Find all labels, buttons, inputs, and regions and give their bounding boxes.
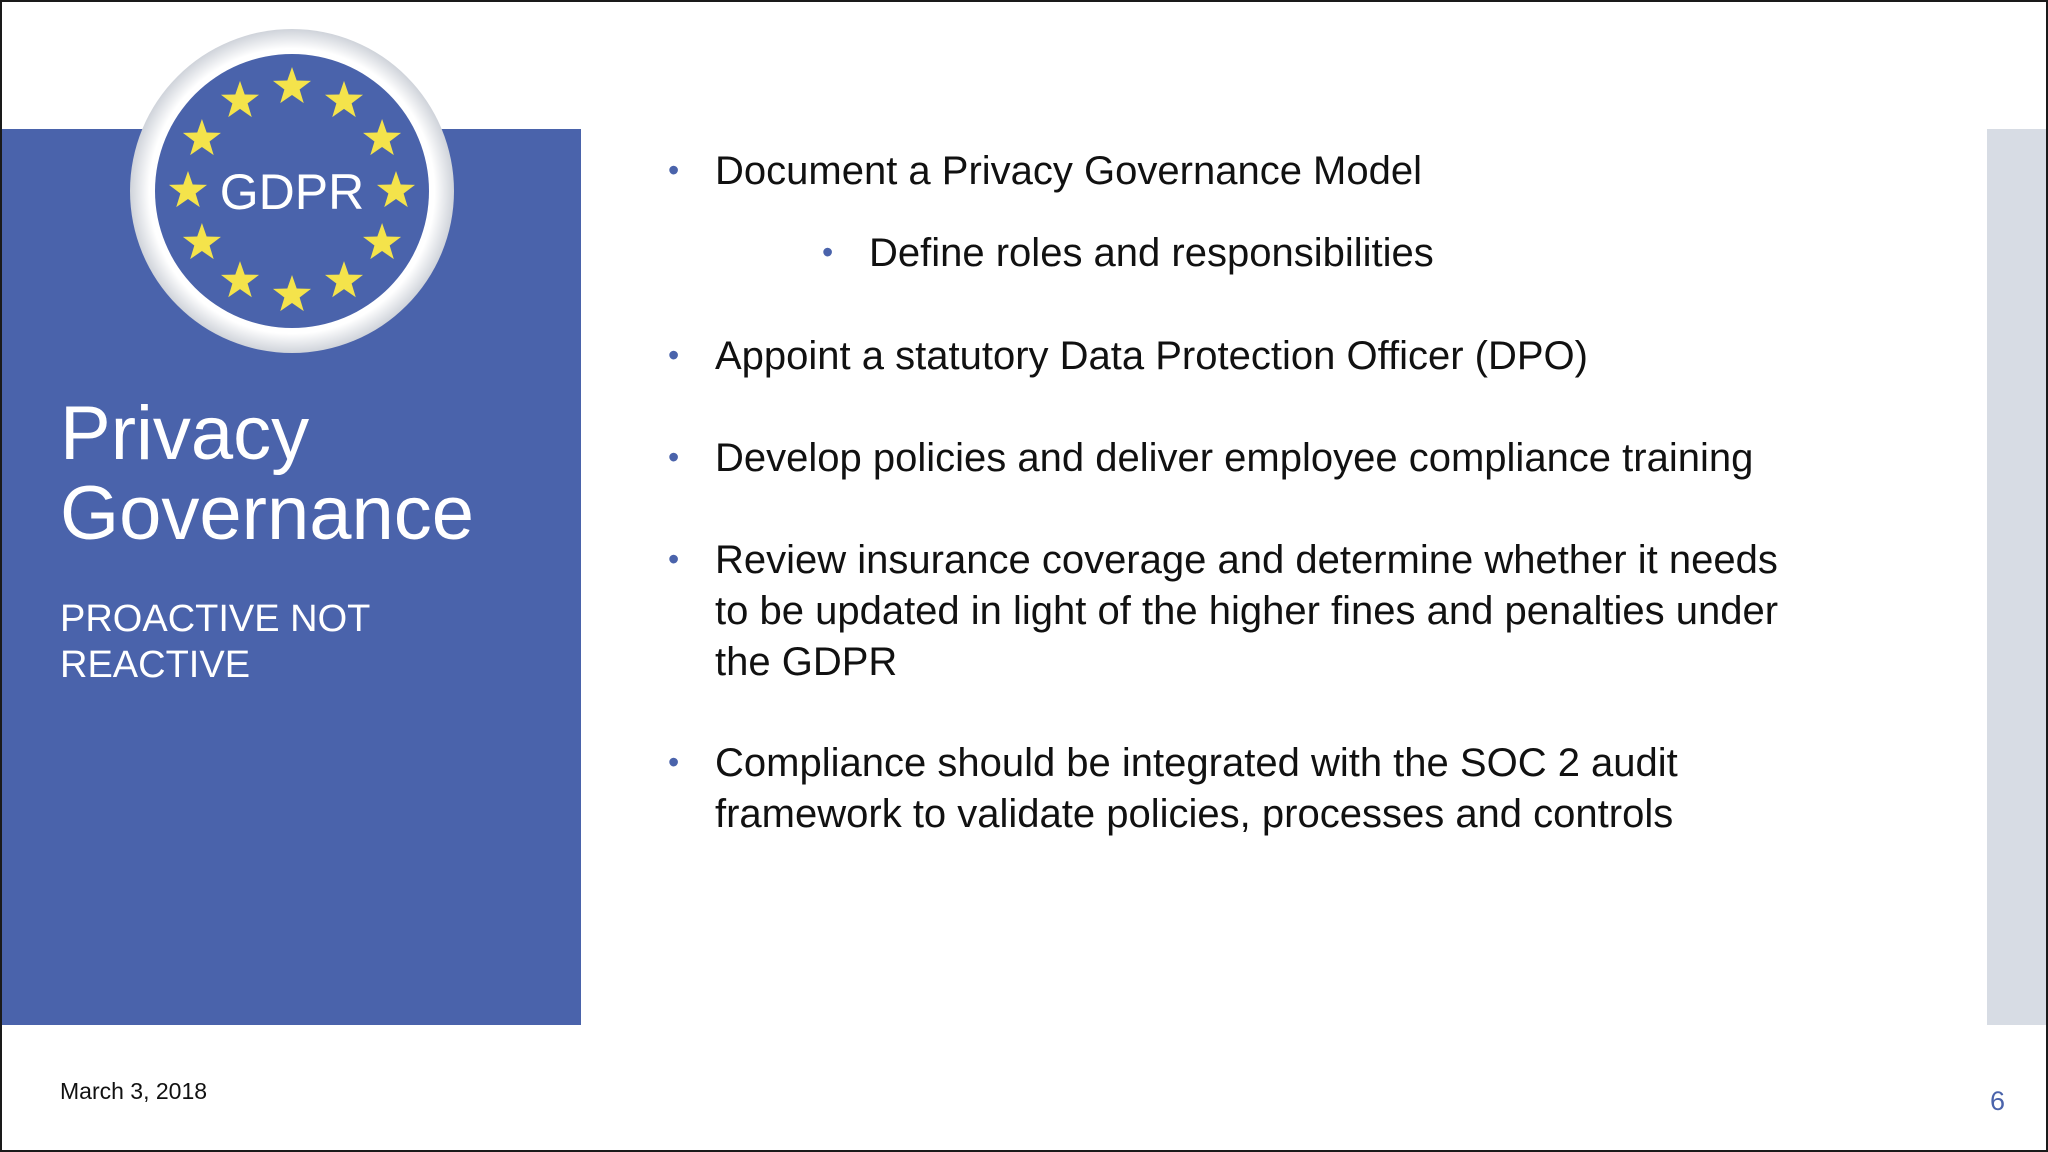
- slide-subtitle-line-2: REACTIVE: [60, 644, 251, 686]
- bullet-text-line: Compliance should be integrated with the SOC 2 audit: [715, 741, 1678, 785]
- page-number: 6: [1990, 1086, 2006, 1116]
- slide-title-line-2: Governance: [60, 471, 475, 556]
- bullet-item: [668, 433, 1754, 484]
- bullet-text-line: Review insurance coverage and determine whether it needs: [715, 538, 1778, 582]
- bullet-dot-icon: •: [668, 152, 680, 188]
- sub-bullet-item: [822, 228, 1434, 279]
- bullet-text-line: Appoint a statutory Data Protection Officer (DPO): [715, 334, 1588, 378]
- bullet-text-line: Document a Privacy Governance Model: [715, 149, 1422, 193]
- bullet-dot-icon: •: [668, 439, 680, 475]
- slide-subtitle-line-1: PROACTIVE NOT: [60, 598, 371, 640]
- slide-title-line-1: Privacy: [60, 391, 310, 476]
- bullet-text-line: the GDPR: [715, 640, 898, 684]
- bullet-dot-icon: •: [822, 234, 834, 270]
- bullet-text-line: to be updated in light of the higher fines and penalties under: [715, 589, 1779, 633]
- bullet-dot-icon: •: [668, 337, 680, 373]
- bullet-text-line: framework to validate policies, processes and controls: [715, 792, 1674, 836]
- bullet-item: [668, 738, 1678, 840]
- footer-date: March 3, 2018: [60, 1078, 208, 1104]
- bullet-dot-icon: •: [668, 541, 680, 577]
- bullet-text-line: Develop policies and deliver employee compliance training: [715, 436, 1754, 480]
- logo-text: GDPR: [219, 164, 365, 220]
- bullet-dot-icon: •: [668, 744, 680, 780]
- bullet-item: [668, 331, 1588, 382]
- bullet-text-line: Define roles and responsibilities: [869, 231, 1434, 275]
- bullet-list: [2, 2, 2048, 1152]
- bullet-item: [668, 535, 1779, 688]
- bullet-item: [668, 146, 1422, 197]
